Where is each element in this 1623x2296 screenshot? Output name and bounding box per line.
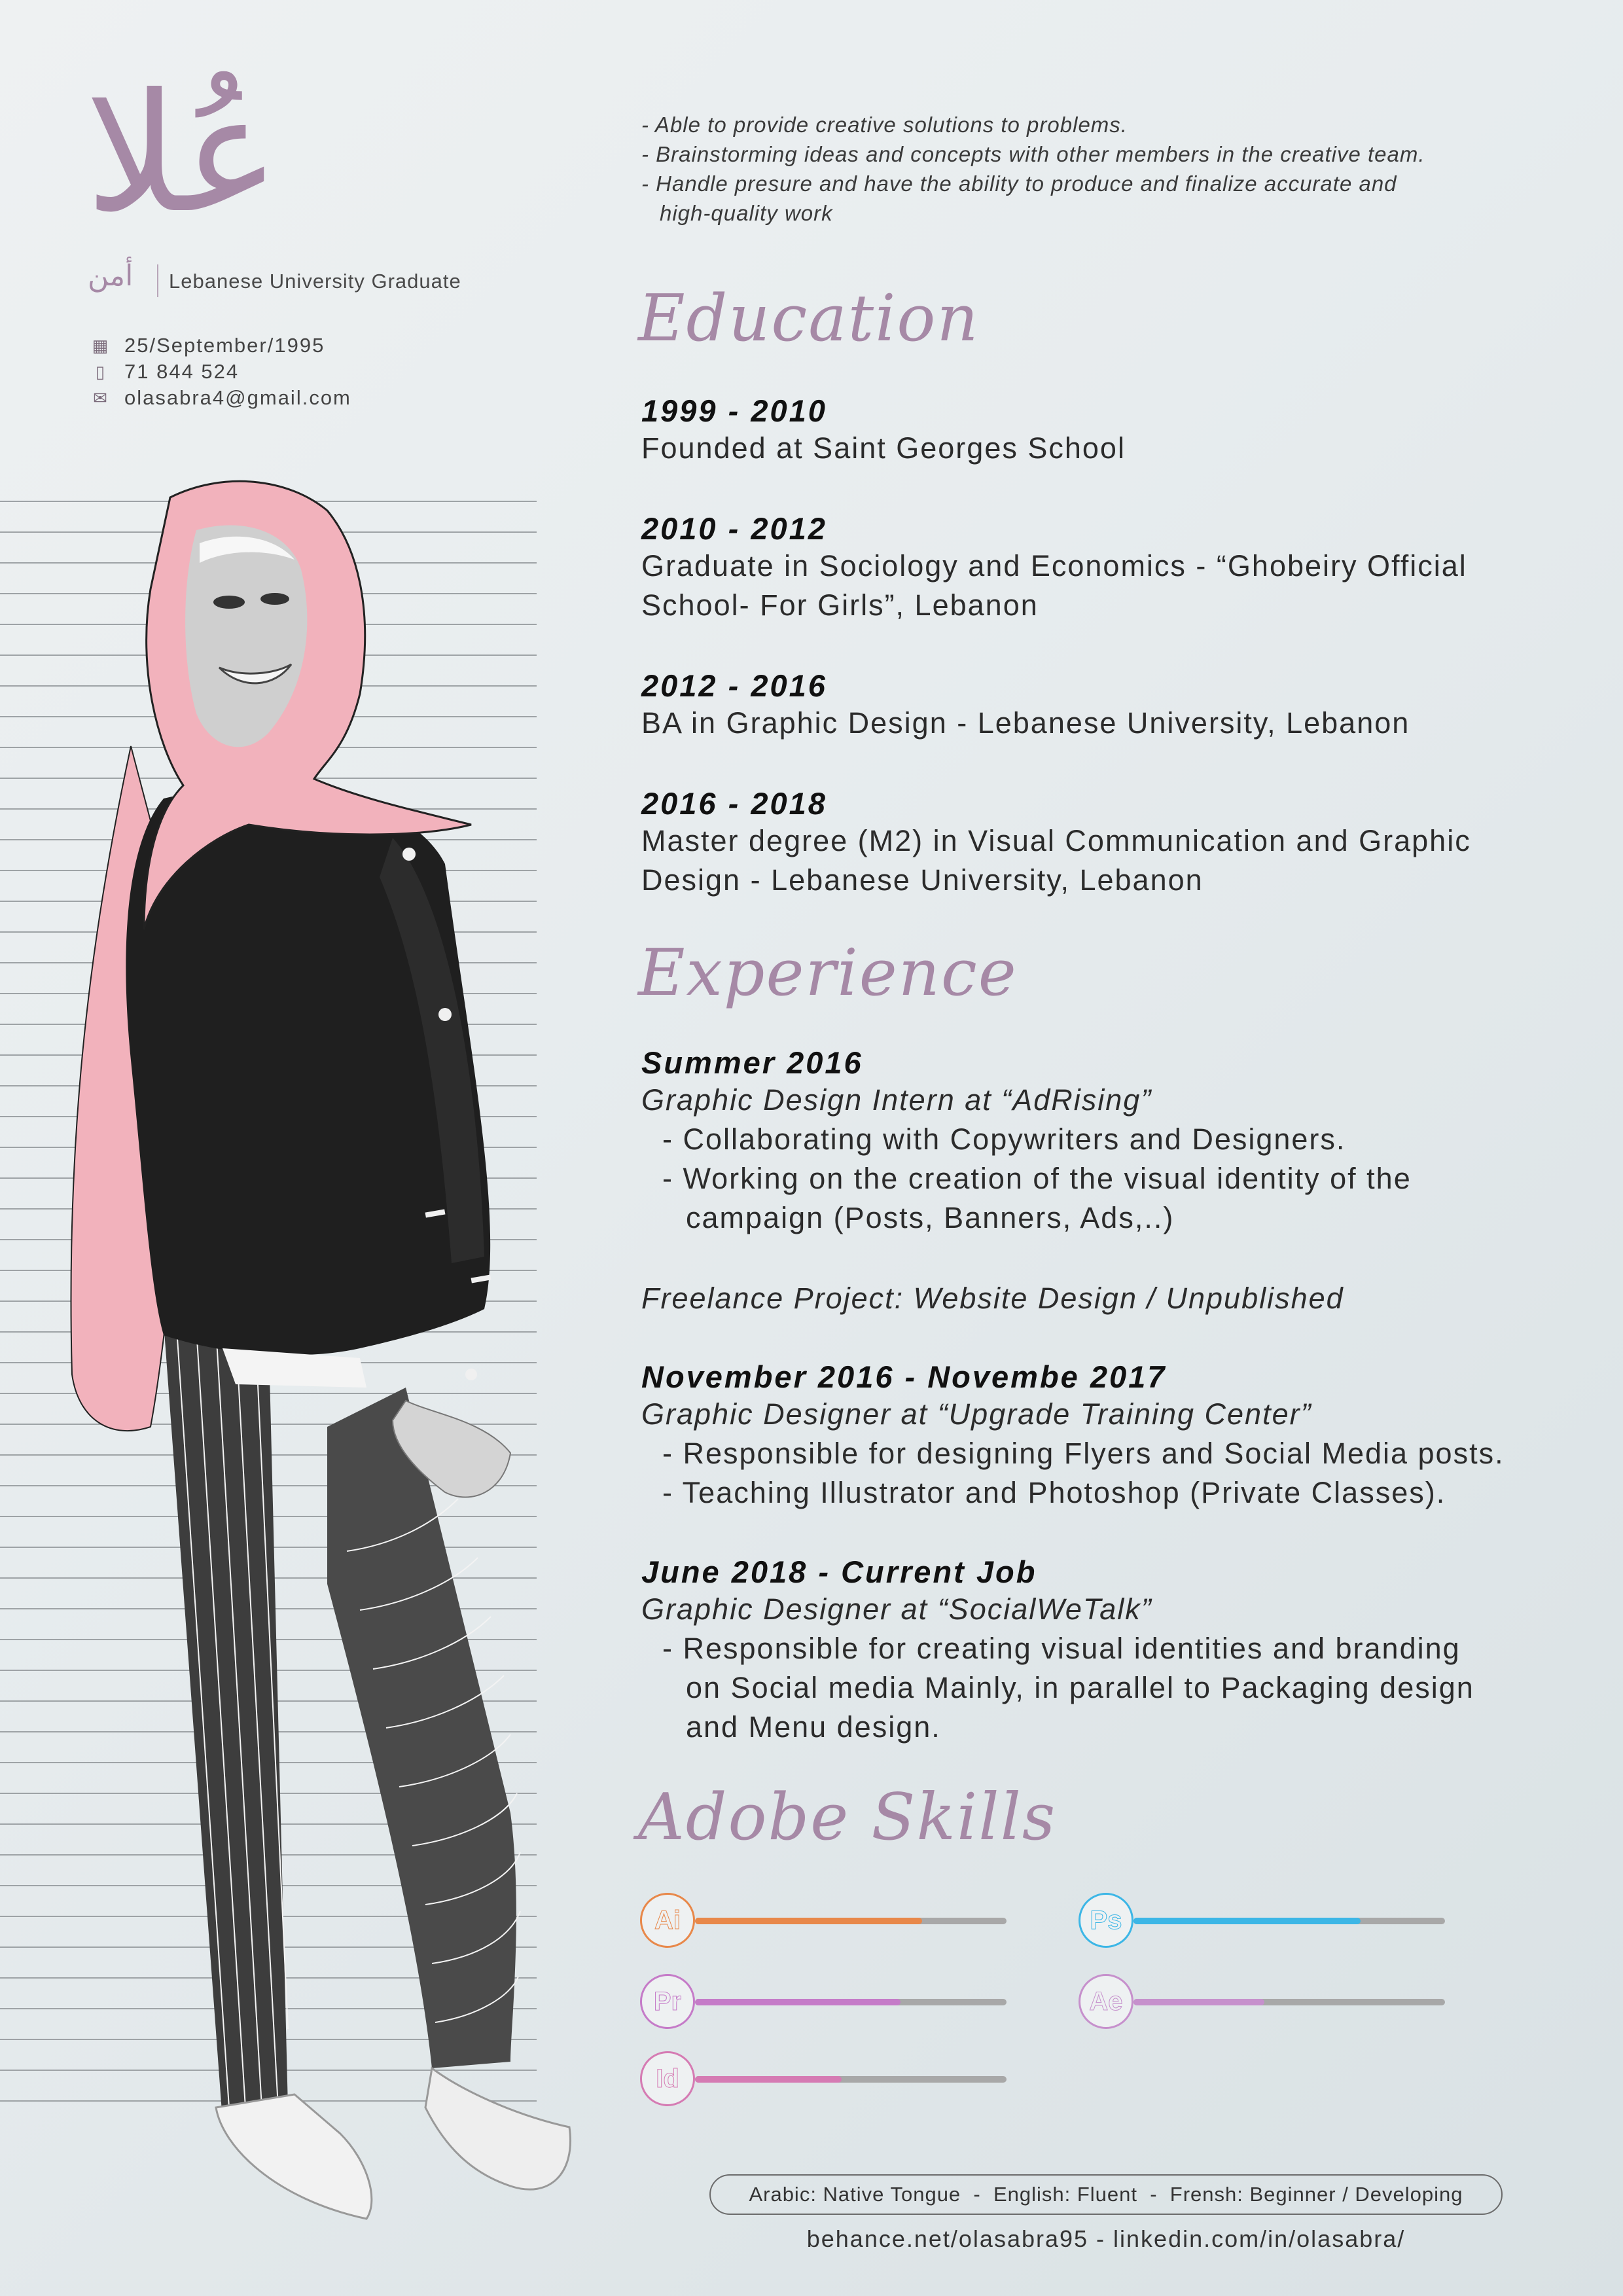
experience-point: - Working on the creation of the visual identity of the <box>662 1162 1412 1195</box>
skill-bar-track <box>1133 1918 1445 1924</box>
skill-premiere <box>640 1974 1020 2033</box>
email-row <box>92 385 351 411</box>
skills-heading: Adobe Skills <box>638 1780 1057 1855</box>
experience-period: June 2018 - Current Job <box>641 1554 1037 1589</box>
person-photo <box>52 471 654 2291</box>
education-years: 2010 - 2012 <box>641 511 827 546</box>
skill-after-effects <box>1079 1974 1458 2033</box>
photoshop-icon: Ps <box>1079 1893 1133 1948</box>
skill-bar-track <box>695 1918 1007 1924</box>
arabic-surname-logo: أمن <box>88 259 134 293</box>
summary-item: - Brainstorming ideas and concepts with other members in the creative team. <box>641 142 1425 166</box>
skill-bar-fill <box>695 1999 901 2005</box>
education-entry <box>641 393 1590 468</box>
experience-point: - Collaborating with Copywriters and Designers. <box>662 1122 1346 1156</box>
skill-photoshop <box>1079 1893 1458 1952</box>
education-line: Founded at Saint Georges School <box>641 431 1126 465</box>
premiere-icon: Pr <box>640 1974 695 2029</box>
arabic-name-logo: عُلا <box>85 58 281 249</box>
skill-bar-fill <box>1133 1999 1264 2005</box>
education-line: Graduate in Sociology and Economics - “Ghobeiry Official <box>641 549 1467 583</box>
skill-indesign <box>640 2051 1020 2110</box>
education-line: School- For Girls”, Lebanon <box>641 588 1039 622</box>
education-entry <box>641 511 1590 625</box>
skill-bar-fill <box>695 1918 922 1924</box>
phone-icon: ▯ <box>95 362 107 382</box>
skill-illustrator <box>640 1893 1020 1952</box>
languages-pill <box>709 2174 1503 2215</box>
skill-bar-track <box>695 1999 1007 2005</box>
profile-links[interactable]: behance.net/olasabra95 - linkedin.com/in/olasabra/ <box>806 2225 1406 2252</box>
experience-heading: Experience <box>638 936 1018 1011</box>
experience-role: Freelance Project: Website Design / Unpublished <box>641 1282 1344 1315</box>
summary-list <box>641 110 1425 228</box>
experience-role: Graphic Designer at “SocialWeTalk” <box>641 1592 1152 1626</box>
calendar-icon: ▦ <box>92 336 110 355</box>
education-entry <box>641 785 1590 900</box>
summary-item: - Handle presure and have the ability to produce and finalize accurate and <box>641 171 1397 196</box>
experience-point: - Teaching Illustrator and Photoshop (Private Classes). <box>662 1476 1446 1509</box>
education-entry <box>641 668 1590 743</box>
education-years: 2012 - 2016 <box>641 668 827 703</box>
experience-entry <box>641 1554 1590 1747</box>
education-heading: Education <box>638 281 980 356</box>
experience-entry <box>641 1045 1590 1238</box>
contact-info <box>92 332 351 411</box>
experience-entry <box>641 1279 1590 1318</box>
education-years: 1999 - 2010 <box>641 393 827 428</box>
education-line: Design - Lebanese University, Lebanon <box>641 863 1204 897</box>
experience-point: - Responsible for designing Flyers and Social Media posts. <box>662 1437 1505 1470</box>
profile-subtitle: Lebanese University Graduate <box>169 270 461 293</box>
after-effects-icon: Ae <box>1079 1974 1133 2029</box>
languages-text: Arabic: Native Tongue - English: Fluent - Frensh: Beginner / Developing <box>749 2183 1463 2206</box>
experience-entry <box>641 1359 1590 1513</box>
skill-bar-track <box>695 2076 1007 2083</box>
skill-bar-fill <box>1133 1918 1361 1924</box>
indesign-icon: Id <box>640 2051 695 2106</box>
summary-item: high-quality work <box>660 201 833 225</box>
education-line: BA in Graphic Design - Lebanese University, Lebanon <box>641 706 1410 740</box>
experience-point: campaign (Posts, Banners, Ads,..) <box>686 1201 1175 1234</box>
education-line: Master degree (M2) in Visual Communication and Graphic <box>641 824 1471 857</box>
experience-role: Graphic Designer at “Upgrade Training Center” <box>641 1397 1312 1431</box>
summary-item: - Able to provide creative solutions to problems. <box>641 113 1128 137</box>
envelope-icon: ✉ <box>93 388 109 408</box>
email-address[interactable]: olasabra4@gmail.com <box>124 386 351 409</box>
birthdate: 25/September/1995 <box>124 334 325 357</box>
experience-point: and Menu design. <box>686 1710 941 1744</box>
birthdate-row <box>92 332 351 359</box>
logo-divider <box>157 264 158 297</box>
phone-row <box>92 359 351 385</box>
experience-point: - Responsible for creating visual identities and branding <box>662 1632 1461 1665</box>
illustrator-icon: Ai <box>640 1893 695 1948</box>
experience-period: Summer 2016 <box>641 1045 863 1080</box>
education-years: 2016 - 2018 <box>641 786 827 821</box>
skill-bar-track <box>1133 1999 1445 2005</box>
experience-period: November 2016 - Novembe 2017 <box>641 1359 1167 1394</box>
experience-point: on Social media Mainly, in parallel to Packaging design <box>686 1671 1474 1704</box>
phone-number: 71 844 524 <box>124 360 240 383</box>
skill-bar-fill <box>695 2076 842 2083</box>
experience-role: Graphic Design Intern at “AdRising” <box>641 1083 1152 1117</box>
